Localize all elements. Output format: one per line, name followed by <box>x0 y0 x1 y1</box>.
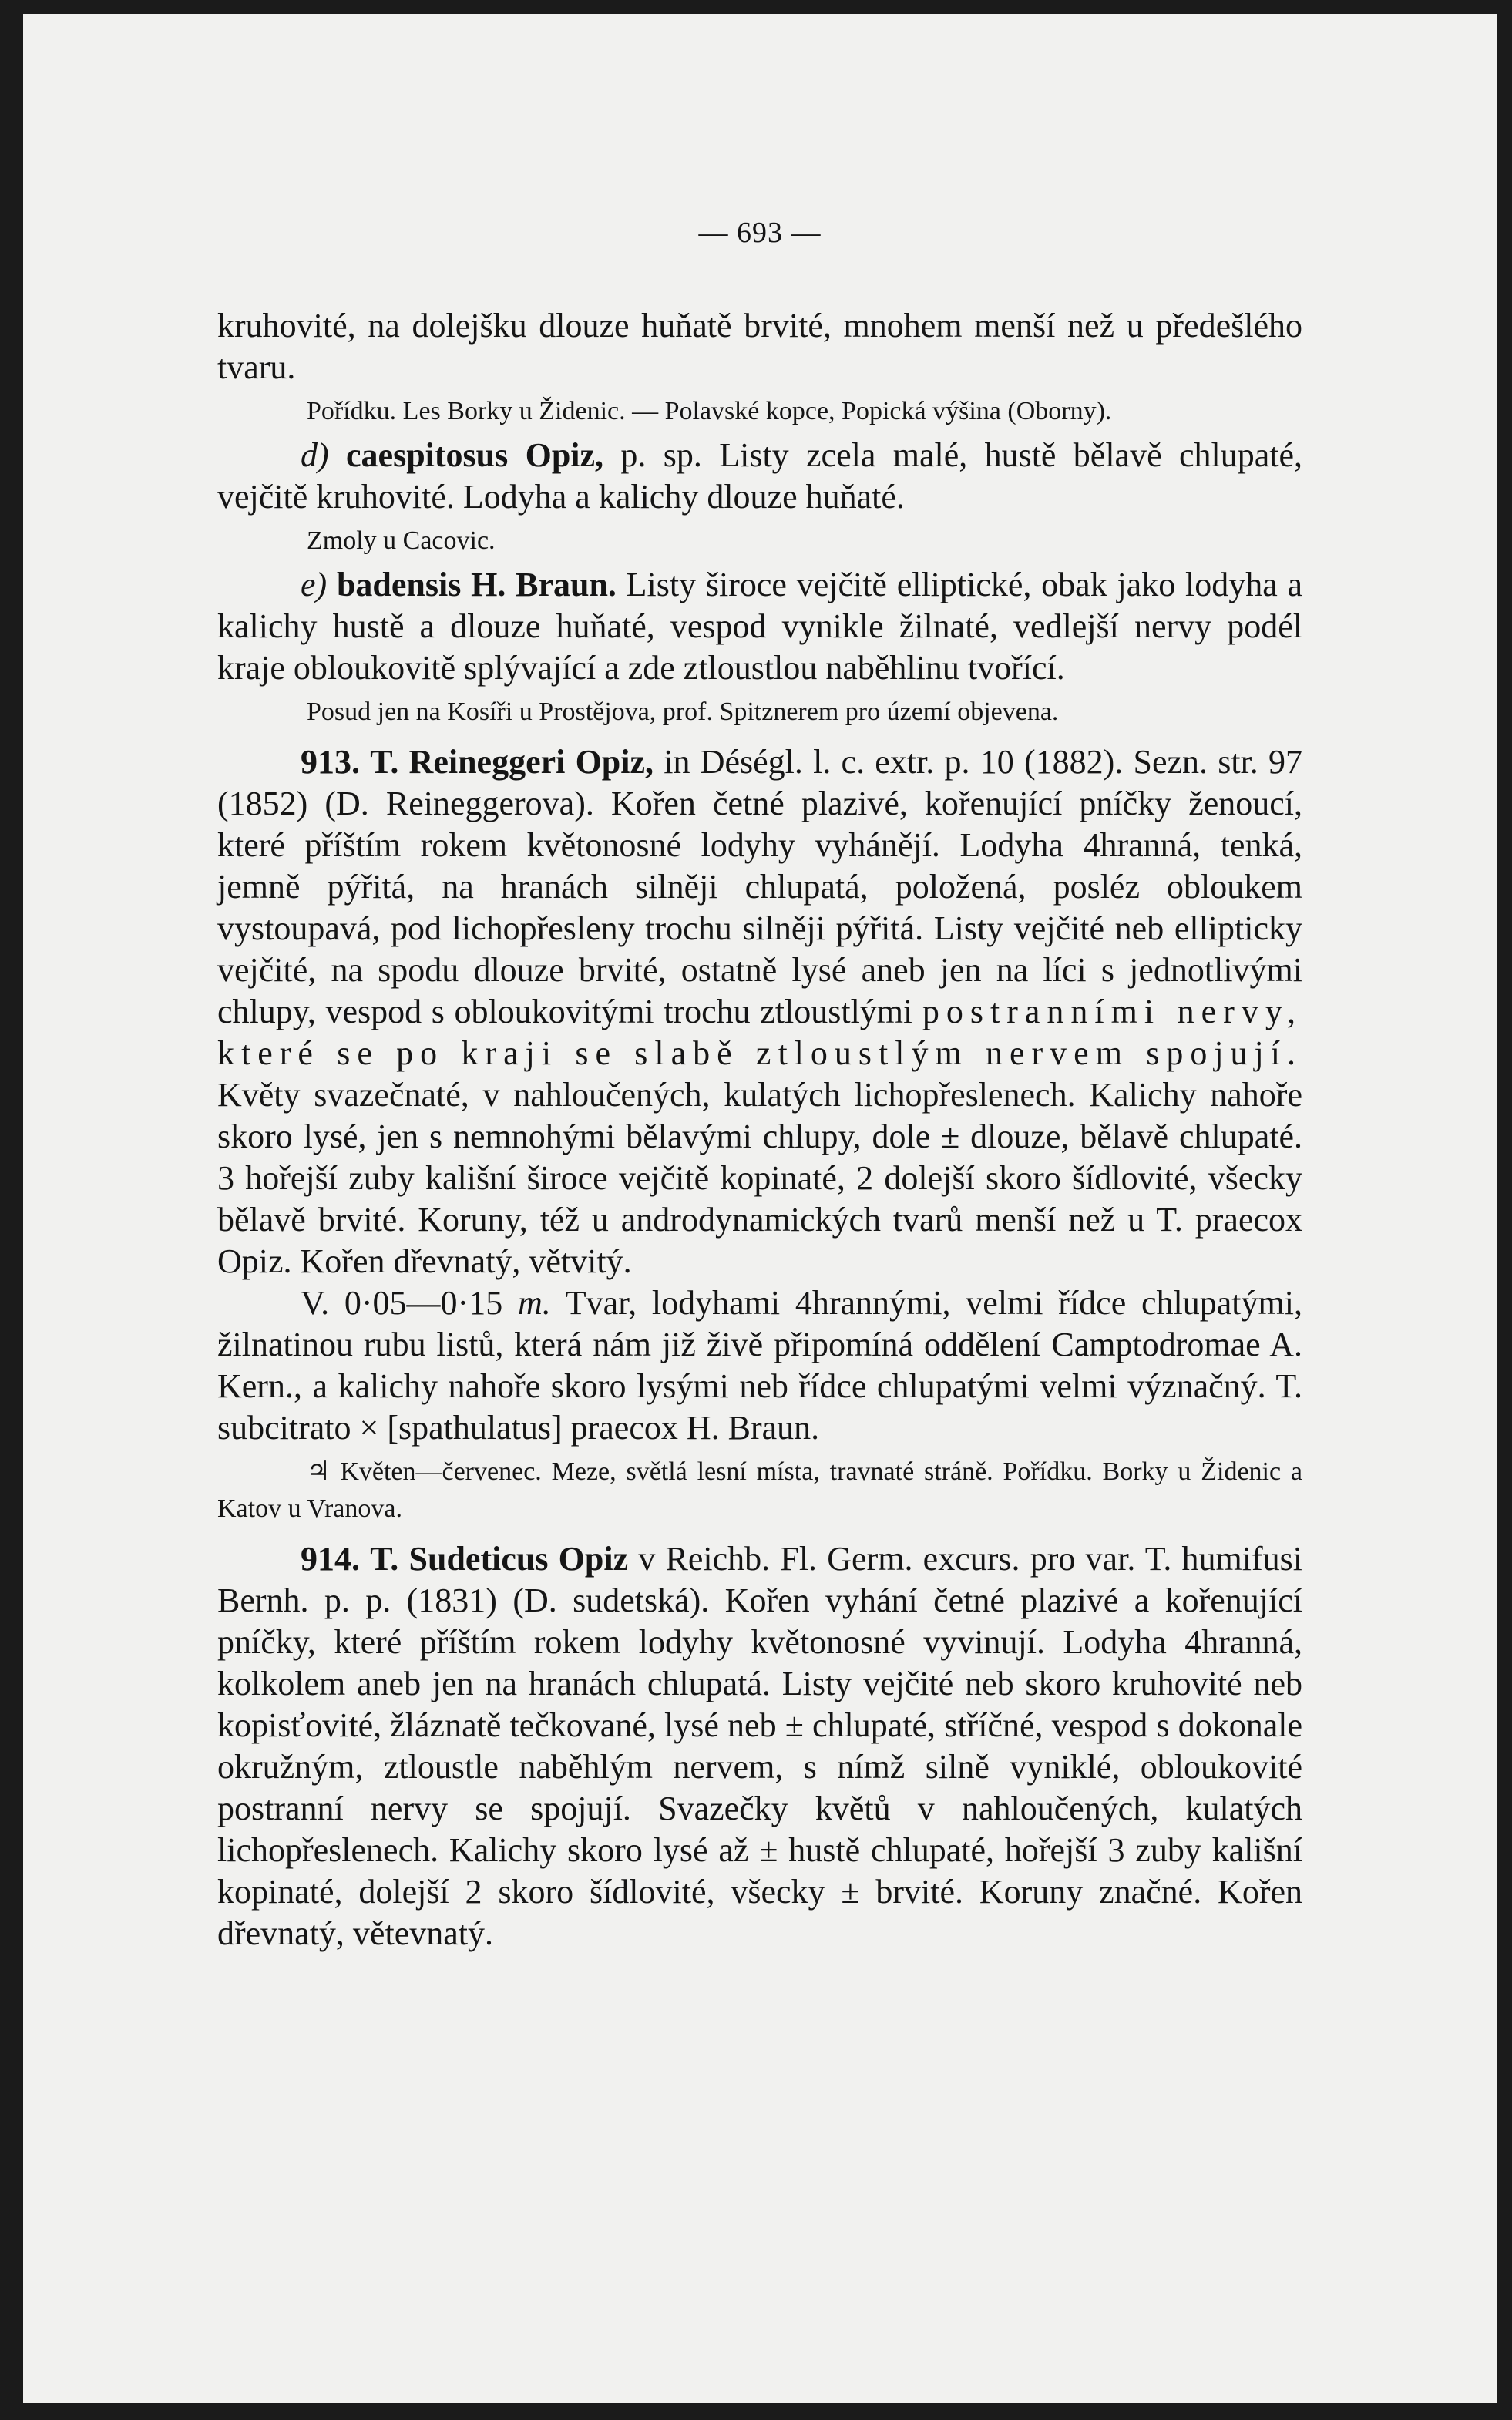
variety-e-label: e) <box>301 566 328 603</box>
locality-note-1: Pořídku. Les Borky u Židenic. — Polavské kopce, Popická výšina (Oborny). <box>307 397 1112 425</box>
page-content <box>217 305 1302 1954</box>
locality-note-3: Posud jen na Kosíři u Prostějova, prof. Spitznerem pro území objevena. <box>307 697 1059 726</box>
species-914 <box>217 1538 1302 1954</box>
species-913 <box>217 741 1302 1282</box>
locality-note-2: Zmoly u Cacovic. <box>307 526 496 555</box>
variety-d-label: d) <box>301 436 329 474</box>
variety-d-name: caespitosus Opiz, <box>346 436 604 474</box>
species-913-habitat: ♃ Květen—červenec. Meze, světlá lesní místa, travnaté stráně. Pořídku. Borky u Židenic a Katov u Vranova. <box>217 1457 1302 1523</box>
species-913-name: T. Reineggeri Opiz, <box>370 743 654 781</box>
species-913-size <box>217 1282 1302 1449</box>
paragraph-continuation: kruhovité, na dolejšku dlouze huňatě brvité, mnohem menší než u předešlého tvaru. <box>217 307 1302 386</box>
variety-e-text: Listy široce vejčitě elliptické, obak jako lodyha a kalichy hustě a dlouze huňaté, vespod vynikle žilnaté, vedlejší nervy podél kraje obloukovitě splývající a zde ztloustlou naběhlinu tvořící. <box>217 566 1303 687</box>
species-913-size-unit: m. <box>518 1284 551 1322</box>
variety-e-name: badensis H. Braun. <box>336 566 617 603</box>
page-number: — 693 — <box>698 217 822 249</box>
species-913-number: 913. <box>301 743 360 781</box>
variety-d <box>217 435 1302 518</box>
variety-d-text: p. sp. Listy zcela malé, hustě bělavě chlupaté, vejčitě kruhovité. Lodyha a kalichy dlouze huňaté. <box>217 436 1302 516</box>
species-914-number: 914. <box>301 1540 360 1578</box>
species-913-spaced-text: postranními nervy, které se po kraji se slabě ztloustlým nervem spojují. <box>217 993 1302 1072</box>
species-913-size-label: V. 0·05—0·15 <box>301 1284 518 1322</box>
species-914-name: T. Sudeticus Opiz <box>370 1540 629 1578</box>
variety-e <box>217 564 1302 689</box>
species-913-size-text: Tvar, lodyhami 4hrannými, velmi řídce chlupatými, žilnatinou rubu listů, která nám již živě připomíná oddělení Camptodromae A. Kern., a kalichy nahoře skoro lysými neb řídce chlupatými velmi význačný. T. subcitrato × [spathulatus] praecox H. Braun. <box>217 1284 1302 1447</box>
species-913-text-1: in Déségl. l. c. extr. p. 10 (1882). Sezn. str. 97 (1852) (D. Reineggerova). Kořen četné plazivé, kořenující pníčky ženoucí, které příštím rokem květonosné lodyhy vyhánějí. Lodyha 4hranná, tenká, jemně pýřitá, na hranách silněji chlupatá, položená, posléz obloukem vystoupavá, pod lichopřesleny trochu silněji pýřitá. Listy vejčité neb ellipticky vejčité, na spodu dlouze brvité, ostatně lysé aneb jen na líci s jednotlivými chlupy, vespod s obloukovitými trochu ztloustlými <box>217 743 1303 1030</box>
species-913-text-2: Květy svazečnaté, v nahloučených, kulatých lichopřeslenech. Kalichy nahoře skoro lysé, jen s nemnohými bělavými chlupy, dole ± dlouze, bělavě chlupaté. 3 hořejší zuby kališní široce vejčitě kopinaté, 2 dolejší skoro šídlovité, všecky bělavě brvité. Koruny, též u androdynamických tvarů menší než u T. praecox Opiz. Kořen dřevnatý, větvitý. <box>217 1076 1302 1280</box>
book-page <box>23 14 1497 2403</box>
species-914-text: v Reichb. Fl. Germ. excurs. pro var. T. humifusi Bernh. p. p. (1831) (D. sudetská). Kořen vyhání četné plazivé a kořenující pníčky, které příštím rokem lodyhy květonosné vyvinují. Lodyha 4hranná, kolkolem aneb jen na hranách chlupatá. Listy vejčité neb skoro kruhovité neb kopisťovité, žláznatě tečkované, lysé neb ± chlupaté, stříčné, vespod s dokonale okružným, ztloustle naběhlým nervem, s nímž silně vyniklé, obloukovité postranní nervy se spojují. Svazečky květů v nahloučených, kulatých lichopřeslenech. Kalichy skoro lysé až ± hustě chlupaté, hořejší 3 zuby kališní kopinaté, dolejší 2 skoro šídlovité, všecky ± brvité. Koruny značné. Kořen dřevnatý, větevnatý. <box>217 1540 1302 1952</box>
